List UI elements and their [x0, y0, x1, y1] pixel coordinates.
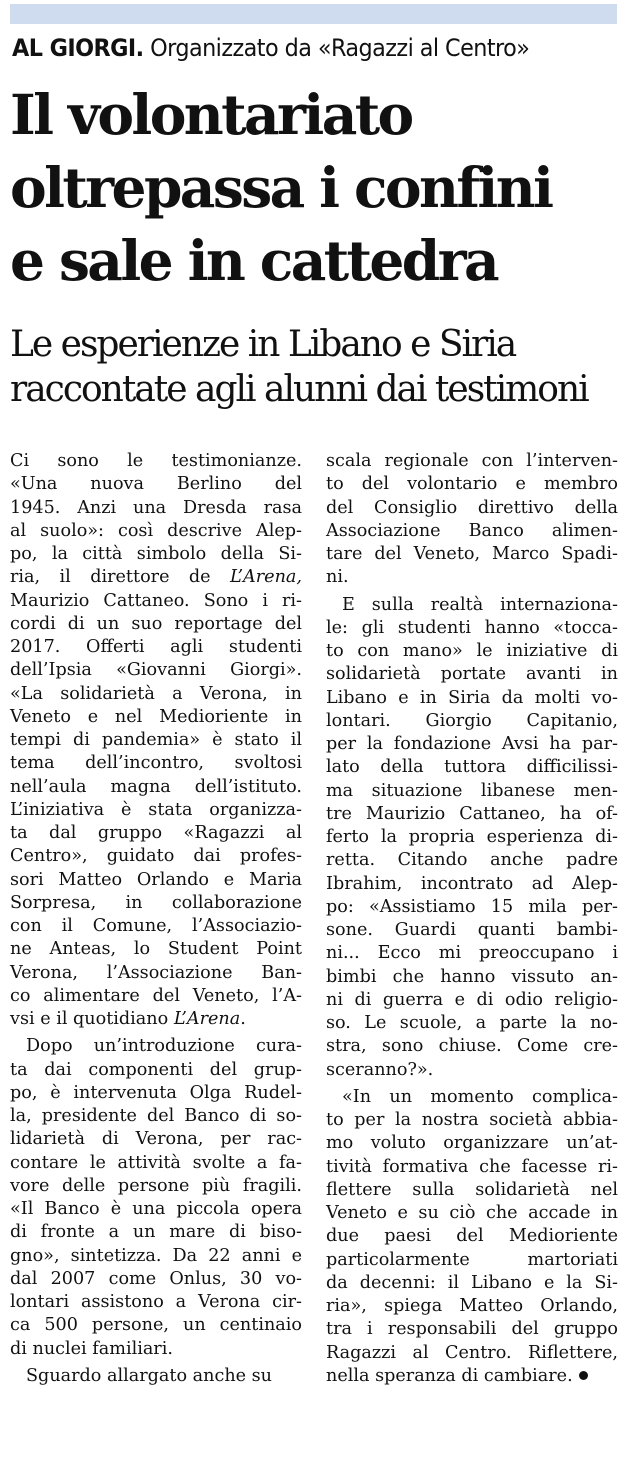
article-column-left	[10, 450, 302, 1388]
text-line: lontari assistono a Verona cir-	[10, 1292, 302, 1312]
text-line: scala regionale con l’interven-	[326, 451, 618, 471]
text-line: lidarietà di Verona, per rac-	[10, 1129, 302, 1150]
text-line: Maurizio Cattaneo. Sono i ri-	[10, 590, 302, 611]
text-line: po, è intervenuta Olga Rudel-	[10, 1082, 302, 1103]
text-line: so. Le scuole, a parte la no-	[326, 1013, 618, 1033]
text-line: ca 500 persone, un centinaio	[10, 1315, 302, 1336]
text-line: Ci sono le testimonianze.	[10, 451, 302, 471]
text-line: gno», sintetizza. Da 22 anni e	[10, 1245, 302, 1266]
newspaper-name: L’Arena,	[230, 567, 302, 588]
text-line: ria», spiega Matteo Orlando,	[326, 1296, 618, 1316]
text-line: tre Maurizio Cattaneo, ha of-	[326, 803, 618, 824]
subheadline	[10, 322, 622, 412]
text-line: L’iniziativa è stata organizza-	[10, 799, 302, 820]
text-line: Veneto e su ciò che accade in	[326, 1203, 618, 1223]
text-line: «In un momento complica-	[342, 1086, 618, 1107]
end-of-article-dot-icon	[579, 1371, 588, 1380]
text-line: ni di guerra e di odio religio-	[326, 989, 618, 1010]
text-line: flettere sulla solidarietà nel	[326, 1179, 618, 1200]
text-line: di nuclei familiari.	[10, 1338, 173, 1359]
newspaper-name: L’Arena	[173, 1009, 241, 1029]
text-line: particolarmente martoriati	[326, 1249, 618, 1270]
text-line: bimbi che hanno vissuto an-	[326, 966, 618, 987]
text-line: po, la città simbolo della Si-	[10, 544, 302, 564]
text-line: tra i responsabili del gruppo	[326, 1319, 618, 1340]
text-line: to con mano» le iniziative di	[326, 641, 618, 661]
text-line: tema dell’incontro, svoltosi	[10, 753, 302, 774]
subheadline-line: raccontate agli alunni dai testimoni	[10, 369, 588, 410]
text-line: retta. Citando anche padre	[326, 850, 618, 871]
text-fragment: vsi e il quotidiano	[10, 1009, 174, 1029]
text-line: da decenni: il Libano e la Si-	[326, 1272, 618, 1293]
text-line: Ibrahim, incontrato ad Alep-	[326, 873, 618, 894]
text-line: sceranno?».	[326, 1059, 434, 1080]
text-line: le: gli studenti hanno «tocca-	[326, 617, 618, 638]
text-line: contare le attività svolte a fa-	[10, 1152, 302, 1173]
text-line: mo voluto organizzare un’at-	[326, 1133, 618, 1154]
text-line: co alimentare del Veneto, l’A-	[10, 985, 302, 1006]
text-line: ta dai componenti del grup-	[10, 1059, 302, 1080]
kicker	[12, 30, 579, 66]
text-line: tività formativa che facesse ri-	[326, 1156, 618, 1177]
text-line: «Una nuova Berlino del	[10, 474, 302, 495]
text-line: tare del Veneto, Marco Spadi-	[326, 544, 618, 564]
text-line: «La solidarietà a Verona, in	[10, 683, 302, 704]
text-line	[10, 1008, 302, 1031]
text-line: to per la nostra società abbia-	[326, 1110, 618, 1130]
headline-line: e sale in cattedra	[10, 228, 498, 293]
subheadline-line: Le esperienze in Libano e Siria	[10, 324, 516, 365]
text-line: due paesi del Medioriente	[326, 1226, 618, 1247]
text-line: lato della tuttora difficilissi-	[326, 757, 618, 778]
text-line: 1945. Anzi una Dresda rasa	[10, 497, 302, 518]
text-line: Associazione Banco alimen-	[326, 520, 618, 541]
text-line: ma situazione libanese men-	[326, 780, 618, 801]
text-line: po: «Assistiamo 15 mila per-	[326, 896, 618, 917]
text-line: stra, sono chiuse. Come cre-	[326, 1036, 618, 1057]
text-line: lontari. Giorgio Capitanio,	[326, 710, 618, 731]
text-line: vore delle persone più fragili.	[10, 1175, 302, 1196]
text-line: dell’Ipsia «Giovanni Giorgi».	[10, 660, 302, 681]
text-line	[326, 1365, 618, 1388]
text-line: ta dal gruppo «Ragazzi al	[10, 823, 302, 843]
headline-line: oltrepassa i confini	[10, 155, 552, 220]
top-color-bar	[10, 4, 617, 24]
text-line: tempi di pandemia» è stato il	[10, 730, 302, 750]
text-line: Veneto e nel Medioriente in	[10, 706, 302, 727]
text-line: to del volontario e membro	[326, 474, 618, 495]
text-line: Sorpresa, in collaborazione	[10, 892, 302, 913]
text-line: «Il Banco è una piccola opera	[10, 1199, 302, 1219]
text-line: ferto la propria esperienza di-	[326, 827, 618, 847]
text-line: ni.	[326, 567, 349, 588]
text-line: cordi di un suo reportage del	[10, 613, 302, 634]
text-line: nell’aula magna dell’istituto.	[10, 776, 302, 797]
text-line	[10, 566, 302, 589]
text-fragment: nella speranza di cambiare.	[326, 1365, 573, 1386]
headline	[10, 78, 622, 297]
text-line: ne Anteas, lo Student Point	[10, 939, 302, 960]
text-line: del Consiglio direttivo della	[326, 497, 618, 518]
text-line: sori Matteo Orlando e Maria	[10, 869, 302, 890]
text-line: con il Comune, l’Associazio-	[10, 916, 302, 936]
article-column-right	[326, 450, 618, 1388]
text-line: dal 2007 come Onlus, 30 vo-	[10, 1268, 302, 1289]
text-line: 2017. Offerti agli studenti	[10, 637, 302, 657]
text-line: al suolo»: così descrive Alep-	[10, 520, 302, 541]
text-line: solidarietà portate avanti in	[326, 664, 618, 685]
kicker-tag: AL GIORGI.	[12, 34, 144, 62]
text-line: Centro», guidato dai profes-	[10, 846, 302, 867]
text-fragment: ria, il direttore de	[10, 567, 230, 588]
text-line: Libano e in Siria da molti vo-	[326, 687, 618, 708]
headline-line: Il volontariato	[10, 82, 412, 147]
text-line: Ragazzi al Centro. Riflettere,	[326, 1342, 618, 1363]
text-line: di fronte a un mare di biso-	[10, 1222, 302, 1243]
text-line: per la fondazione Avsi ha par-	[326, 734, 618, 754]
text-line: sone. Guardi quanti bambi-	[326, 920, 618, 940]
text-line: Dopo un’introduzione cura-	[26, 1036, 302, 1057]
text-line: la, presidente del Banco di so-	[10, 1106, 302, 1126]
text-line: ni... Ecco mi preoccupano i	[326, 943, 618, 964]
text-line: Sguardo allargato anche su	[26, 1365, 273, 1386]
kicker-text: Organizzato da «Ragazzi al Centro»	[150, 34, 530, 62]
text-line: Verona, l’Associazione Ban-	[10, 962, 302, 983]
text-fragment: .	[240, 1009, 246, 1029]
text-line: E sulla realtà internaziona-	[342, 594, 618, 615]
